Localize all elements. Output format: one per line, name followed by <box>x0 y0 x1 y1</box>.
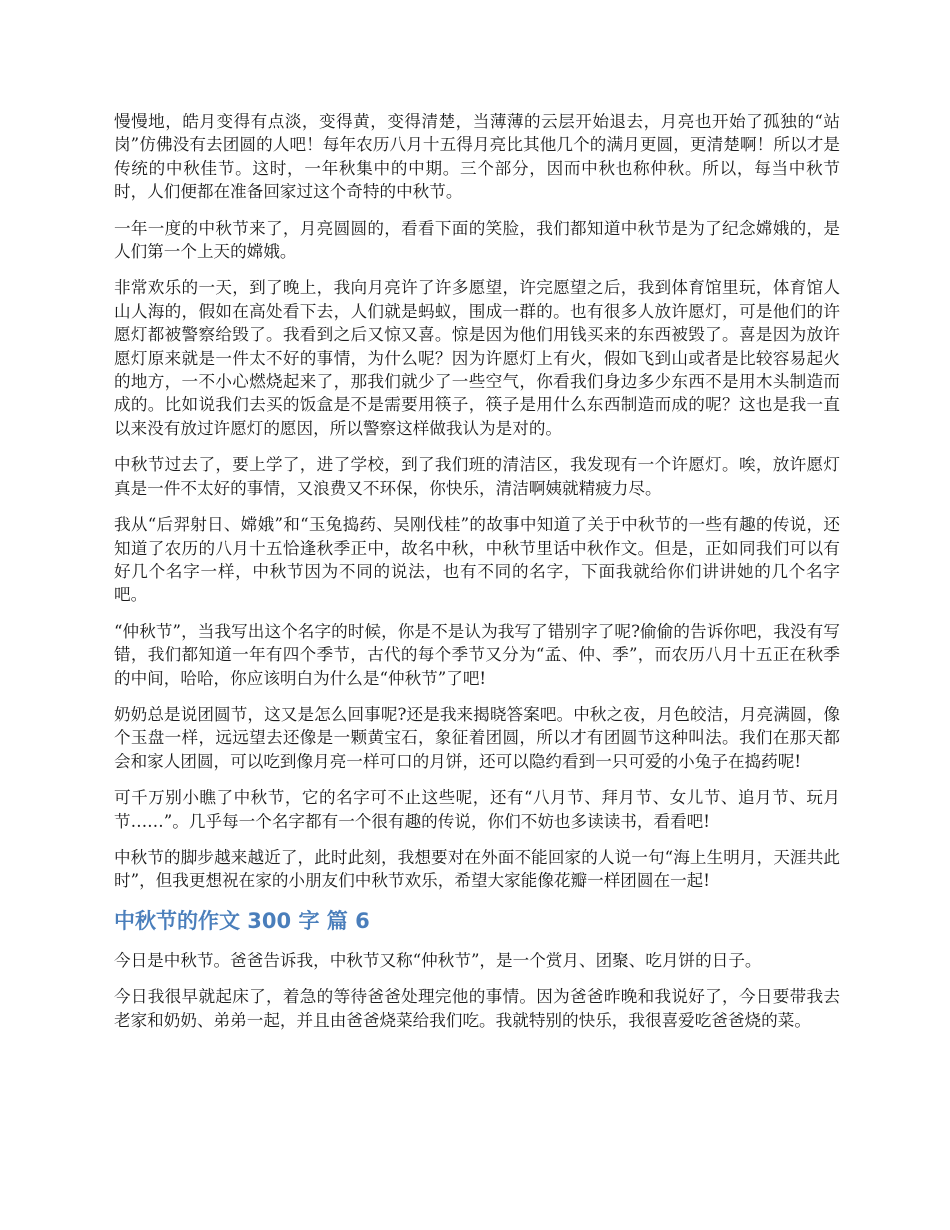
paragraph: 今日我很早就起床了，着急的等待爸爸处理完他的事情。因为爸爸昨晚和我说好了，今日要带我去老家和奶奶、弟弟一起，并且由爸爸烧菜给我们吃。我就特别的快乐，我很喜爱吃爸爸烧的菜。 <box>114 987 840 1030</box>
paragraph: 一年一度的中秋节来了，月亮圆圆的，看看下面的笑脸，我们都知道中秋节是为了纪念嫦娥的，是人们第一个上天的嫦娥。 <box>114 218 840 262</box>
paragraph: 可千万别小瞧了中秋节，它的名字可不止这些呢，还有“八月节、拜月节、女儿节、追月节、玩月节……”。几乎每一个名字都有一个很有趣的传说，你们不妨也多读读书，看看吧! <box>114 788 840 831</box>
paragraph: 我从“后羿射日、嫦娥”和“玉兔捣药、吴刚伐桂”的故事中知道了关于中秋节的一些有趣的传说，还知道了农历的八月十五恰逢秋季正中，故名中秋，中秋节里话中秋作文。但是，正如同我们可以有好几个名字一样，中秋节因为不同的说法，也有不同的名字，下面我就给你们讲讲她的几个名字吧。 <box>114 515 840 605</box>
document-page <box>114 110 840 1045</box>
paragraph: 慢慢地，皓月变得有点淡，变得黄，变得清楚，当薄薄的云层开始退去，月亮也开始了孤独的“站岗”仿佛没有去团圆的人吧！每年农历八月十五得月亮比其他几个的满月更圆，更清楚啊！所以才是传统的中秋佳节。这时，一年秋集中的中期。三个部分，因而中秋也称仲秋。所以，每当中秋节时，人们便都在准备回家过这个奇特的中秋节。 <box>114 112 840 202</box>
paragraph: 中秋节的脚步越来越近了，此时此刻，我想要对在外面不能回家的人说一句“海上生明月，天涯共此时”，但我更想祝在家的小朋友们中秋节欢乐，希望大家能像花瓣一样团圆在一起! <box>114 847 840 891</box>
paragraph: 非常欢乐的一天，到了晚上，我向月亮许了许多愿望，许完愿望之后，我到体育馆里玩，体育馆人山人海的，假如在高处看下去，人们就是蚂蚁，围成一群的。也有很多人放许愿灯，可是他们的许愿灯都被警察给毁了。我看到之后又惊又喜。惊是因为他们用钱买来的东西被毁了。喜是因为放许愿灯原来就是一件太不好的事情，为什么呢？因为许愿灯上有火，假如飞到山或者是比较容易起火的地方，一不小心燃烧起来了，那我们就少了一些空气，你看我们身边多少东西不是用木头制造而成的。比如说我们去买的饭盒是不是需要用筷子，筷子是用什么东西制造而成的呢？这也是我一直以来没有放过许愿灯的愿因，所以警察这样做我认为是对的。 <box>114 278 840 438</box>
paragraph: “仲秋节”，当我写出这个名字的时候，你是不是认为我写了错别字了呢?偷偷的告诉你吧，我没有写错，我们都知道一年有四个季节，古代的每个季节又分为“孟、仲、季”，而农历八月十五正在秋季的中间，哈哈，你应该明白为什么是“仲秋节”了吧! <box>114 621 840 688</box>
paragraph: 奶奶总是说团圆节，这又是怎么回事呢?还是我来揭晓答案吧。中秋之夜，月色皎洁，月亮满圆，像个玉盘一样，远远望去还像是一颗黄宝石，象征着团圆，所以才有团圆节这种叫法。我们在那天都会和家人团圆，可以吃到像月亮一样可口的月饼，还可以隐约看到一只可爱的小兔子在捣药呢! <box>114 704 840 771</box>
paragraph: 今日是中秋节。爸爸告诉我，中秋节又称“仲秋节”，是一个赏月、团聚、吃月饼的日子。 <box>114 950 762 970</box>
paragraph: 中秋节过去了，要上学了，进了学校，到了我们班的清洁区，我发现有一个许愿灯。唉，放许愿灯真是一件不太好的事情，又浪费又不环保，你快乐，清洁啊姨就精疲力尽。 <box>114 455 840 498</box>
section-heading: 中秋节的作文 300 字 篇 6 <box>114 908 370 933</box>
